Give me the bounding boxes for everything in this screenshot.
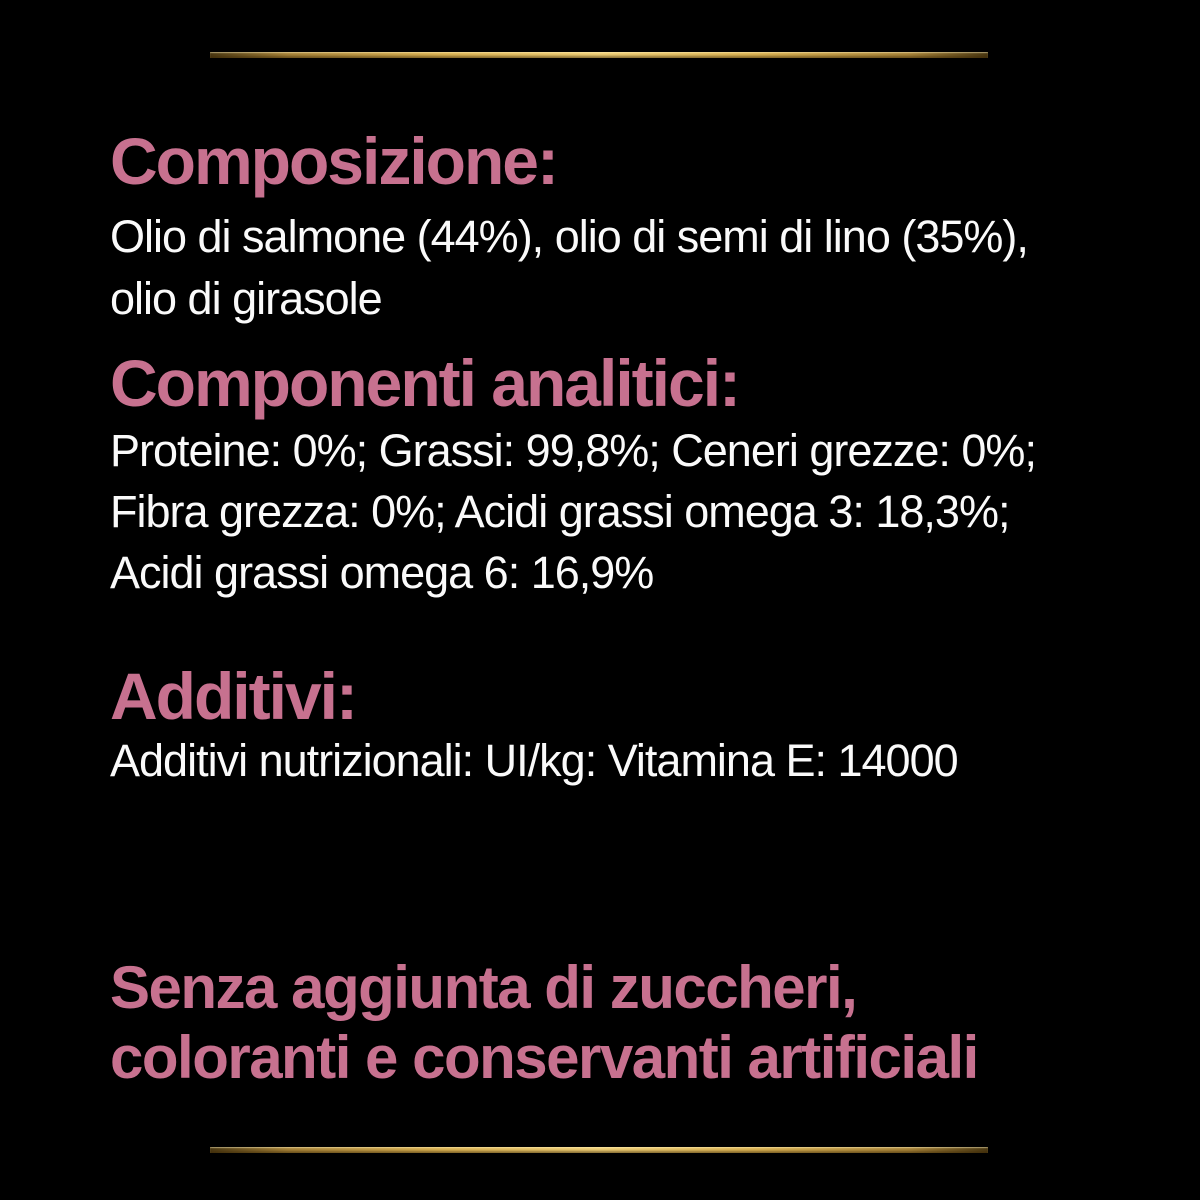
composizione-heading: Composizione: <box>110 124 557 198</box>
componenti-analitici-text-line: Fibra grezza: 0%; Acidi grassi omega 3: 18,3%; <box>110 486 1010 537</box>
additivi-text-line: Additivi nutrizionali: UI/kg: Vitamina E: 14000 <box>110 735 958 786</box>
composizione-text-line: olio di girasole <box>110 273 382 324</box>
top-gold-divider <box>210 52 988 58</box>
componenti-analitici-heading: Componenti analitici: <box>110 346 740 420</box>
componenti-analitici-text-line: Acidi grassi omega 6: 16,9% <box>110 547 654 598</box>
composizione-text-line: Olio di salmone (44%), olio di semi di lino (35%), <box>110 211 1028 262</box>
additivi-heading: Additivi: <box>110 659 356 733</box>
componenti-analitici-text-line: Proteine: 0%; Grassi: 99,8%; Ceneri grezze: 0%; <box>110 425 1036 476</box>
claim-text-line: Senza aggiunta di zuccheri, <box>110 954 857 1021</box>
bottom-gold-divider <box>210 1147 988 1153</box>
claim-text-line: coloranti e conservanti artificiali <box>110 1024 978 1091</box>
